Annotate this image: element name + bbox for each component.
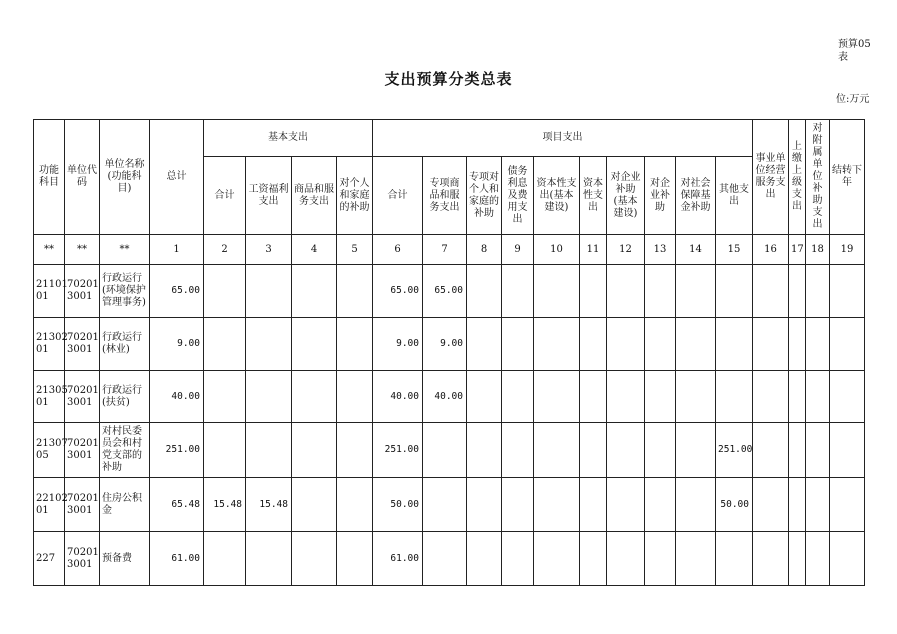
basic-goods-cell [292, 318, 337, 371]
basic-goods-cell [292, 423, 337, 478]
basic-wage-cell [246, 532, 292, 586]
basic-wage-cell [246, 371, 292, 423]
total-cell: 65.00 [150, 265, 204, 318]
code-part-main: 70201 [67, 492, 99, 504]
code-part-main: 227 [36, 552, 56, 564]
unit-code-cell [65, 532, 100, 586]
proj-personal-cell [467, 265, 502, 318]
code-part-sub: 3001 [67, 344, 93, 355]
col-basic-goods: 商品和服务支出 [292, 157, 337, 235]
data-rows [34, 265, 865, 586]
proj-capital-cell [580, 532, 607, 586]
index-cell: ** [65, 235, 100, 265]
basic-personal-cell [337, 318, 373, 371]
biz-service-cell [753, 532, 789, 586]
proj-ent-cell [645, 318, 676, 371]
page-title: 支出预算分类总表 [384, 70, 513, 88]
proj-ent-cell [645, 265, 676, 318]
code-part-sub: 01 [36, 344, 49, 355]
proj-social-cell [676, 423, 716, 478]
code-part-main: 21302 [36, 332, 68, 343]
code-part-sub: 3001 [67, 558, 93, 570]
proj-social-cell [676, 371, 716, 423]
basic-personal-cell [337, 265, 373, 318]
header-row-group [34, 120, 865, 157]
basic-personal-cell [337, 423, 373, 478]
basic-goods-cell [292, 265, 337, 318]
upper-pay-cell [789, 318, 806, 371]
proj-personal-cell [467, 532, 502, 586]
col-func-code: 功能科目 [34, 120, 65, 235]
basic-goods-cell [292, 371, 337, 423]
code-part-main: 22102 [36, 492, 68, 504]
proj-goods-cell [423, 532, 467, 586]
subsidiary-cell [806, 371, 830, 423]
index-cell: 13 [645, 235, 676, 265]
col-carry-over: 结转下年 [830, 120, 865, 235]
basic-wage-cell [246, 318, 292, 371]
basic-sum-cell: 15.48 [204, 478, 246, 532]
code-part-main: 70201 [67, 279, 99, 290]
total-cell: 40.00 [150, 371, 204, 423]
code-part-sub: 01 [36, 291, 49, 302]
index-cell: 6 [373, 235, 423, 265]
proj-goods-cell [423, 478, 467, 532]
code-part-sub: 01 [36, 504, 49, 516]
budget-table [33, 119, 865, 586]
col-proj-sum: 合计 [373, 157, 423, 235]
proj-ent-base-cell [607, 423, 645, 478]
index-cell: 7 [423, 235, 467, 265]
total-cell: 251.00 [150, 423, 204, 478]
index-cell: 2 [204, 235, 246, 265]
carry-over-cell [830, 318, 865, 371]
col-proj-social: 对社会保障基金补助 [676, 157, 716, 235]
subsidiary-cell [806, 318, 830, 371]
proj-ent-base-cell [607, 532, 645, 586]
proj-ent-base-cell [607, 265, 645, 318]
proj-sum-cell: 61.00 [373, 532, 423, 586]
proj-debt-cell [502, 265, 534, 318]
proj-ent-cell [645, 423, 676, 478]
index-cell: 4 [292, 235, 337, 265]
proj-other-cell [716, 371, 753, 423]
proj-ent-cell [645, 532, 676, 586]
unit-name-cell: 行政运行(扶贫) [100, 371, 150, 423]
func-code-cell [34, 318, 68, 371]
col-proj-goods: 专项商品和服务支出 [423, 157, 467, 235]
proj-capital-cell [580, 265, 607, 318]
col-basic-wage: 工资福利支出 [246, 157, 292, 235]
col-proj-ent-base: 对企业补助(基本建设) [607, 157, 645, 235]
func-code-cell [34, 265, 68, 318]
proj-capital-base-cell [534, 478, 580, 532]
code-part-sub: 3001 [67, 504, 93, 516]
col-unit-name: 单位名称(功能科目) [100, 120, 150, 235]
col-proj-other: 其他支出 [716, 157, 753, 235]
col-biz-service: 事业单位经营服务支出 [753, 120, 789, 235]
unit-name-cell: 行政运行(环境保护管理事务) [100, 265, 150, 318]
proj-capital-base-cell [534, 318, 580, 371]
unit-code-cell [65, 265, 100, 318]
carry-over-cell [830, 478, 865, 532]
col-proj-debt: 债务利息及费用支出 [502, 157, 534, 235]
proj-ent-base-cell [607, 318, 645, 371]
unit-note: 位:万元 [836, 94, 870, 105]
col-basic-sum: 合计 [204, 157, 246, 235]
proj-capital-base-cell [534, 371, 580, 423]
proj-sum-cell: 251.00 [373, 423, 423, 478]
unit-name-cell: 对村民委员会和村党支部的补助 [100, 423, 150, 478]
table-row [34, 371, 865, 423]
proj-personal-cell [467, 478, 502, 532]
subsidiary-cell [806, 532, 830, 586]
unit-name-cell: 行政运行(林业) [100, 318, 150, 371]
index-cell: 14 [676, 235, 716, 265]
basic-goods-cell [292, 478, 337, 532]
col-proj-capital-base: 资本性支出(基本建设) [534, 157, 580, 235]
proj-personal-cell [467, 318, 502, 371]
proj-social-cell [676, 265, 716, 318]
col-unit-code: 单位代码 [65, 120, 100, 235]
basic-personal-cell [337, 371, 373, 423]
basic-wage-cell [246, 265, 292, 318]
index-cell: ** [100, 235, 150, 265]
code-part-main: 70201 [67, 546, 99, 558]
subsidiary-cell [806, 423, 830, 478]
upper-pay-cell [789, 371, 806, 423]
proj-personal-cell [467, 423, 502, 478]
proj-ent-base-cell [607, 478, 645, 532]
proj-debt-cell [502, 371, 534, 423]
col-basic-personal: 对个人和家庭的补助 [337, 157, 373, 235]
proj-social-cell [676, 318, 716, 371]
proj-goods-cell: 40.00 [423, 371, 467, 423]
basic-wage-cell: 15.48 [246, 478, 292, 532]
unit-code-cell [65, 318, 100, 371]
col-proj-personal: 专项对个人和家庭的补助 [467, 157, 502, 235]
code-part-sub: 01 [36, 396, 49, 408]
proj-debt-cell [502, 423, 534, 478]
proj-debt-cell [502, 478, 534, 532]
proj-sum-cell: 50.00 [373, 478, 423, 532]
basic-sum-cell [204, 423, 246, 478]
proj-capital-base-cell [534, 423, 580, 478]
proj-capital-cell [580, 423, 607, 478]
table-row [34, 318, 865, 371]
code-part-main: 70201 [67, 438, 99, 449]
subsidiary-cell [806, 265, 830, 318]
index-cell: 16 [753, 235, 789, 265]
unit-code-cell [65, 478, 100, 532]
unit-code-cell [65, 423, 100, 478]
proj-capital-base-cell [534, 532, 580, 586]
proj-debt-cell [502, 532, 534, 586]
code-part-sub: 3001 [67, 450, 93, 461]
biz-service-cell [753, 423, 789, 478]
index-cell: 3 [246, 235, 292, 265]
basic-goods-cell [292, 532, 337, 586]
index-cell: 8 [467, 235, 502, 265]
index-cell: 5 [337, 235, 373, 265]
biz-service-cell [753, 478, 789, 532]
index-cell: 1 [150, 235, 204, 265]
carry-over-cell [830, 371, 865, 423]
basic-personal-cell [337, 532, 373, 586]
col-project-group: 项目支出 [373, 120, 753, 157]
basic-sum-cell [204, 318, 246, 371]
basic-wage-cell [246, 423, 292, 478]
index-cell: 10 [534, 235, 580, 265]
table-row [34, 265, 865, 318]
func-code-cell [34, 371, 68, 423]
biz-service-cell [753, 265, 789, 318]
upper-pay-cell [789, 532, 806, 586]
code-part-sub: 05 [36, 450, 49, 461]
basic-personal-cell [337, 478, 373, 532]
proj-personal-cell [467, 371, 502, 423]
index-cell: 12 [607, 235, 645, 265]
index-row [34, 235, 865, 265]
form-number: 预算05表 [838, 39, 871, 63]
proj-other-cell [716, 265, 753, 318]
proj-capital-cell [580, 318, 607, 371]
code-part-main: 70201 [67, 384, 99, 396]
proj-goods-cell: 9.00 [423, 318, 467, 371]
code-part-main: 70201 [67, 332, 99, 343]
code-part-main: 21101 [36, 279, 68, 290]
col-upper-pay: 上缴上级支出 [789, 120, 806, 235]
col-total: 总计 [150, 120, 204, 235]
proj-sum-cell: 9.00 [373, 318, 423, 371]
col-proj-capital: 资本性支出 [580, 157, 607, 235]
index-cell: 15 [716, 235, 753, 265]
proj-ent-base-cell [607, 371, 645, 423]
code-part-main: 21305 [36, 384, 68, 396]
index-cell: 18 [806, 235, 830, 265]
index-cell: 17 [789, 235, 806, 265]
unit-name-cell: 住房公积金 [100, 478, 150, 532]
basic-sum-cell [204, 532, 246, 586]
func-code-cell [34, 478, 68, 532]
proj-goods-cell [423, 423, 467, 478]
carry-over-cell [830, 423, 865, 478]
col-subsidiary: 对附属单位补助支出 [806, 120, 830, 235]
upper-pay-cell [789, 265, 806, 318]
upper-pay-cell [789, 423, 806, 478]
upper-pay-cell [789, 478, 806, 532]
proj-capital-cell [580, 478, 607, 532]
table-row [34, 478, 865, 532]
code-part-sub: 3001 [67, 291, 93, 302]
proj-other-cell: 251.00 [716, 423, 753, 478]
proj-goods-cell: 65.00 [423, 265, 467, 318]
col-proj-ent: 对企业补助 [645, 157, 676, 235]
proj-capital-base-cell [534, 265, 580, 318]
proj-social-cell [676, 532, 716, 586]
biz-service-cell [753, 371, 789, 423]
total-cell: 61.00 [150, 532, 204, 586]
table-row [34, 423, 865, 478]
index-cell: 9 [502, 235, 534, 265]
carry-over-cell [830, 532, 865, 586]
proj-ent-cell [645, 478, 676, 532]
biz-service-cell [753, 318, 789, 371]
proj-sum-cell: 40.00 [373, 371, 423, 423]
index-cell: ** [34, 235, 65, 265]
code-part-sub: 3001 [67, 396, 93, 408]
unit-code-cell [65, 371, 100, 423]
index-cell: 11 [580, 235, 607, 265]
proj-sum-cell: 65.00 [373, 265, 423, 318]
basic-sum-cell [204, 265, 246, 318]
subsidiary-cell [806, 478, 830, 532]
table-row [34, 532, 865, 586]
proj-capital-cell [580, 371, 607, 423]
proj-other-cell: 50.00 [716, 478, 753, 532]
proj-ent-cell [645, 371, 676, 423]
proj-debt-cell [502, 318, 534, 371]
col-basic-group: 基本支出 [204, 120, 373, 157]
carry-over-cell [830, 265, 865, 318]
total-cell: 9.00 [150, 318, 204, 371]
basic-sum-cell [204, 371, 246, 423]
total-cell: 65.48 [150, 478, 204, 532]
func-code-cell [34, 532, 65, 586]
func-code-cell [34, 423, 68, 478]
proj-other-cell [716, 532, 753, 586]
unit-name-cell: 预备费 [100, 532, 150, 586]
code-part-main: 21307 [36, 438, 68, 449]
proj-other-cell [716, 318, 753, 371]
index-cell: 19 [830, 235, 865, 265]
proj-social-cell [676, 478, 716, 532]
